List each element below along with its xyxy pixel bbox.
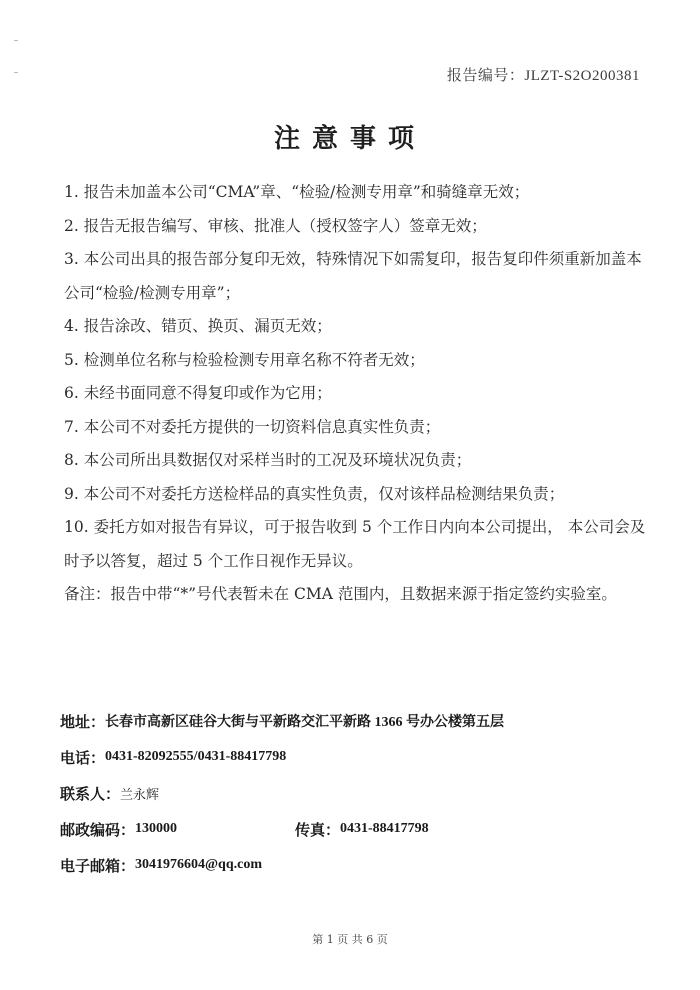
postcode-row [60,811,660,847]
postcode-value: 130000 [135,821,178,836]
phone-value: 0431-82092555/0431-88417798 [105,749,287,764]
email-value: 3041976604@qq.com [135,857,262,872]
notice-item: 2. 报告无报告编写、审核、批准人（授权签字人）签章无效； [64,216,487,235]
notice-item: 8. 本公司所出具数据仅对采样当时的工况及环境状况负责； [64,451,472,469]
notice-item: 10. 委托方如对报告有异议，可于报告收到 5 个工作日内向本公司提出， 本公司会及时予以答复，超过 5 个工作日视作无异议。 [64,518,646,570]
notice-item: 9. 本公司不对委托方送检样品的真实性负责，仅对该样品检测结果负责； [64,484,565,503]
margin-mark [14,40,18,41]
email-label: 电子邮箱： [60,856,136,875]
contact-info [60,703,660,883]
phone-label: 电话： [60,748,106,767]
address-label: 地址： [60,712,106,731]
notice-item: 7. 本公司不对委托方提供的一切资料信息真实性负责； [64,417,441,436]
contact-person-label: 联系人： [60,784,121,803]
margin-mark [14,72,18,73]
notice-item: 6. 未经书面同意不得复印或作为它用； [64,384,332,402]
remark-note: 备注：报告中带“*”号代表暂未在 CMA 范围内，且数据来源于指定签约实验室。 [64,585,617,603]
page-footer: 第 1 页 共 6 页 [312,933,388,946]
address-row [60,703,660,739]
fax-label: 传真： [295,820,341,839]
page-title: 注意事项 [273,124,426,154]
email-row [60,847,660,883]
report-number: 报告编号：JLZT-S2O200381 [446,68,640,84]
notice-item: 3. 本公司出具的报告部分复印无效，特殊情况下如需复印，报告复印件须重新加盖本公司“检验/检测专用章”； [64,250,642,302]
notice-item: 1. 报告未加盖本公司“CMA”章、“检验/检测专用章”和骑缝章无效； [64,183,530,201]
fax-value: 0431-88417798 [340,821,429,836]
fax-group [295,819,429,840]
postcode-label: 邮政编码： [60,820,136,839]
contact-person-row [60,775,660,811]
contact-person-value: 兰永辉 [120,786,160,802]
notice-item: 4. 报告涂改、错页、换页、漏页无效； [64,317,332,335]
address-value: 长春市高新区硅谷大街与平新路交汇平新路 1366 号办公楼第五层 [105,715,505,730]
notice-list [64,176,654,612]
notice-item: 5. 检测单位名称与检验检测专用章名称不符者无效； [64,350,425,369]
phone-row [60,739,660,775]
